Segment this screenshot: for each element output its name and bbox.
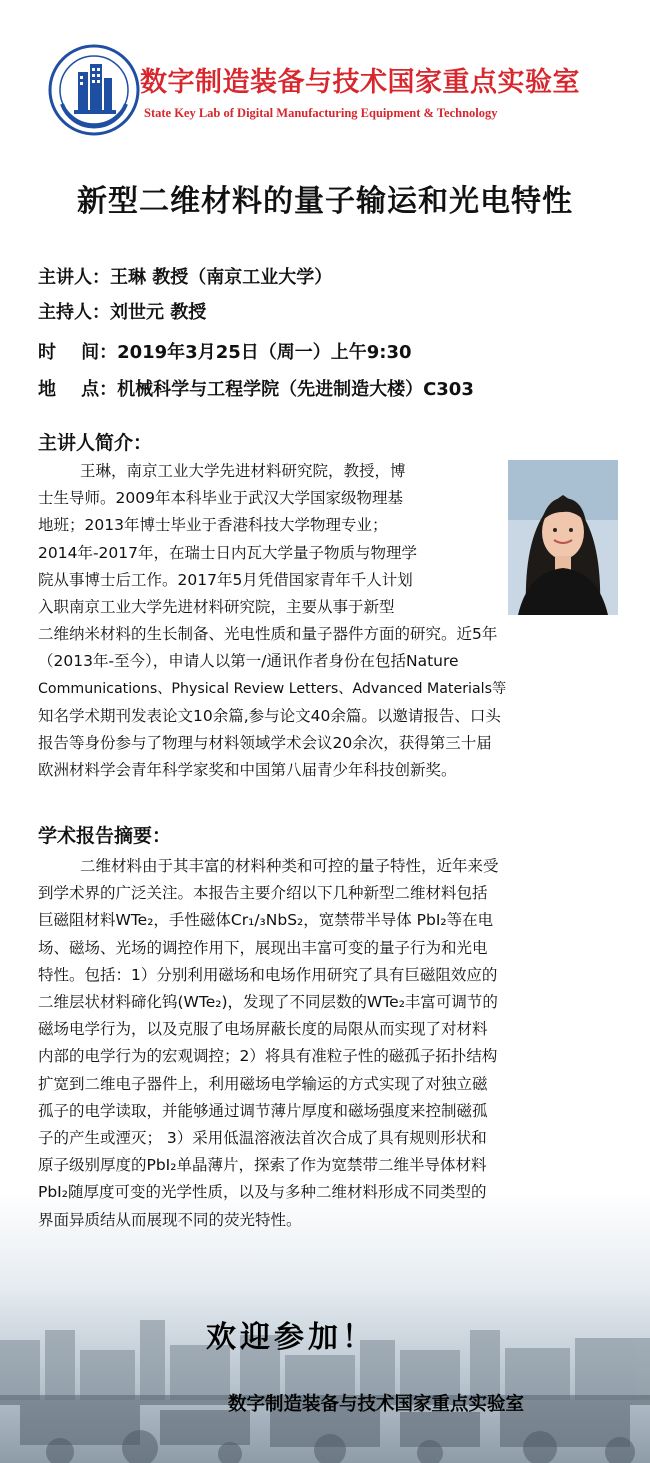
lab-name-en: State Key Lab of Digital Manufacturing Equipment & Technology (144, 106, 498, 120)
place-label: 地 点： (38, 379, 118, 400)
abstract-line: 特性。包括：1）分别利用磁场和电场作用研究了具有巨磁阻效应的 (38, 965, 498, 984)
abstract-heading: 学术报告摘要： (38, 825, 172, 847)
bio-heading: 主讲人简介： (38, 432, 153, 454)
host-line (38, 298, 206, 324)
bio-line: （2013年-至今），申请人以第一/通讯作者身份在包括Nature (38, 652, 459, 671)
bio-line: 院从事博士后工作。2017年5月凭借国家青年千人计划 (38, 570, 413, 589)
place-line (38, 375, 474, 401)
bio-line: 王琳，南京工业大学先进材料研究院，教授，博 (80, 462, 406, 480)
abstract-line: 巨磁阻材料WTe₂，手性磁体Cr₁/₃NbS₂，宽禁带半导体 PbI₂等在电 (38, 911, 494, 930)
bio-line: 入职南京工业大学先进材料研究院，主要从事于新型 (38, 598, 395, 617)
bio-line: 报告等身份参与了物理与材料领域学术会议20余次，获得第三十届 (38, 734, 492, 753)
lab-name-cn: 数字制造装备与技术国家重点实验室 (140, 67, 580, 98)
welcome-text: 欢迎参加！ (206, 1320, 376, 1355)
bio-line: Communications、Physical Review Letters、Advanced Materials等 (38, 680, 507, 697)
bio-line: 2014年-2017年，在瑞士日内瓦大学量子物质与物理学 (38, 543, 417, 562)
speaker-value: 王琳 教授（南京工业大学） (110, 267, 333, 288)
abstract-line: 界面异质结从而展现不同的荧光特性。 (38, 1210, 302, 1229)
host-label: 主持人： (38, 302, 110, 323)
abstract-line: 孤子的电学读取，并能够通过调节薄片厚度和磁场强度来控制磁孤 (38, 1101, 488, 1120)
bio-text (38, 458, 616, 784)
abstract-line: 扩宽到二维电子器件上，利用磁场电学输运的方式实现了对独立磁 (38, 1074, 488, 1093)
bio-line: 欧洲材料学会青年科学家奖和中国第八届青少年科技创新奖。 (38, 761, 457, 780)
talk-title: 新型二维材料的量子输运和光电特性 (77, 184, 573, 219)
abstract-line: 场、磁场、光场的调控作用下，展现出丰富可变的量子行为和光电 (38, 938, 488, 957)
abstract-line: 磁场电学行为，以及克服了电场屏蔽长度的局限从而实现了对材料 (38, 1020, 488, 1039)
speaker-line (38, 263, 332, 289)
header (0, 0, 650, 150)
abstract-line: 原子级别厚度的PbI₂单晶薄片，探索了作为宽禁带二维半导体材料 (38, 1156, 487, 1175)
footer-lab-name: 数字制造装备与技术国家重点实验室 (228, 1394, 525, 1415)
time-line (38, 338, 412, 364)
bio-line: 士生导师。2009年本科毕业于武汉大学国家级物理基 (38, 489, 403, 508)
place-value: 机械科学与工程学院（先进制造大楼）C303 (117, 379, 474, 400)
host-value: 刘世元 教授 (110, 302, 207, 323)
abstract-line: 到学术界的广泛关注。本报告主要介绍以下几种新型二维材料包括 (38, 884, 488, 903)
abstract-line: 内部的电学行为的宏观调控；2）将具有准粒子性的磁孤子拓扑结构 (38, 1047, 498, 1066)
bio-line: 地班；2013年博士毕业于香港科技大学物理专业； (38, 516, 388, 535)
bio-line: 二维纳米材料的生长制备、光电性质和量子器件方面的研究。近5年 (38, 625, 498, 644)
bio-line: 知名学术期刊发表论文10余篇,参与论文40余篇。以邀请报告、口头 (38, 706, 501, 725)
time-value: 2019年3月25日（周一）上午9:30 (117, 342, 412, 363)
time-label: 时 间： (38, 342, 118, 363)
abstract-line: PbI₂随厚度可变的光学性质，以及与多种二维材料形成不同类型的 (38, 1183, 487, 1202)
lab-logo-icon (48, 44, 140, 136)
abstract-line: 二维层状材料碲化钨(WTe₂)，发现了不同层数的WTe₂丰富可调节的 (38, 993, 498, 1012)
speaker-label: 主讲人： (38, 267, 110, 288)
abstract-text (38, 853, 616, 1234)
abstract-line: 二维材料由于其丰富的材料种类和可控的量子特性，近年来受 (80, 857, 499, 875)
abstract-line: 子的产生或湮灭； 3）采用低温溶液法首次合成了具有规则形状和 (38, 1129, 487, 1148)
